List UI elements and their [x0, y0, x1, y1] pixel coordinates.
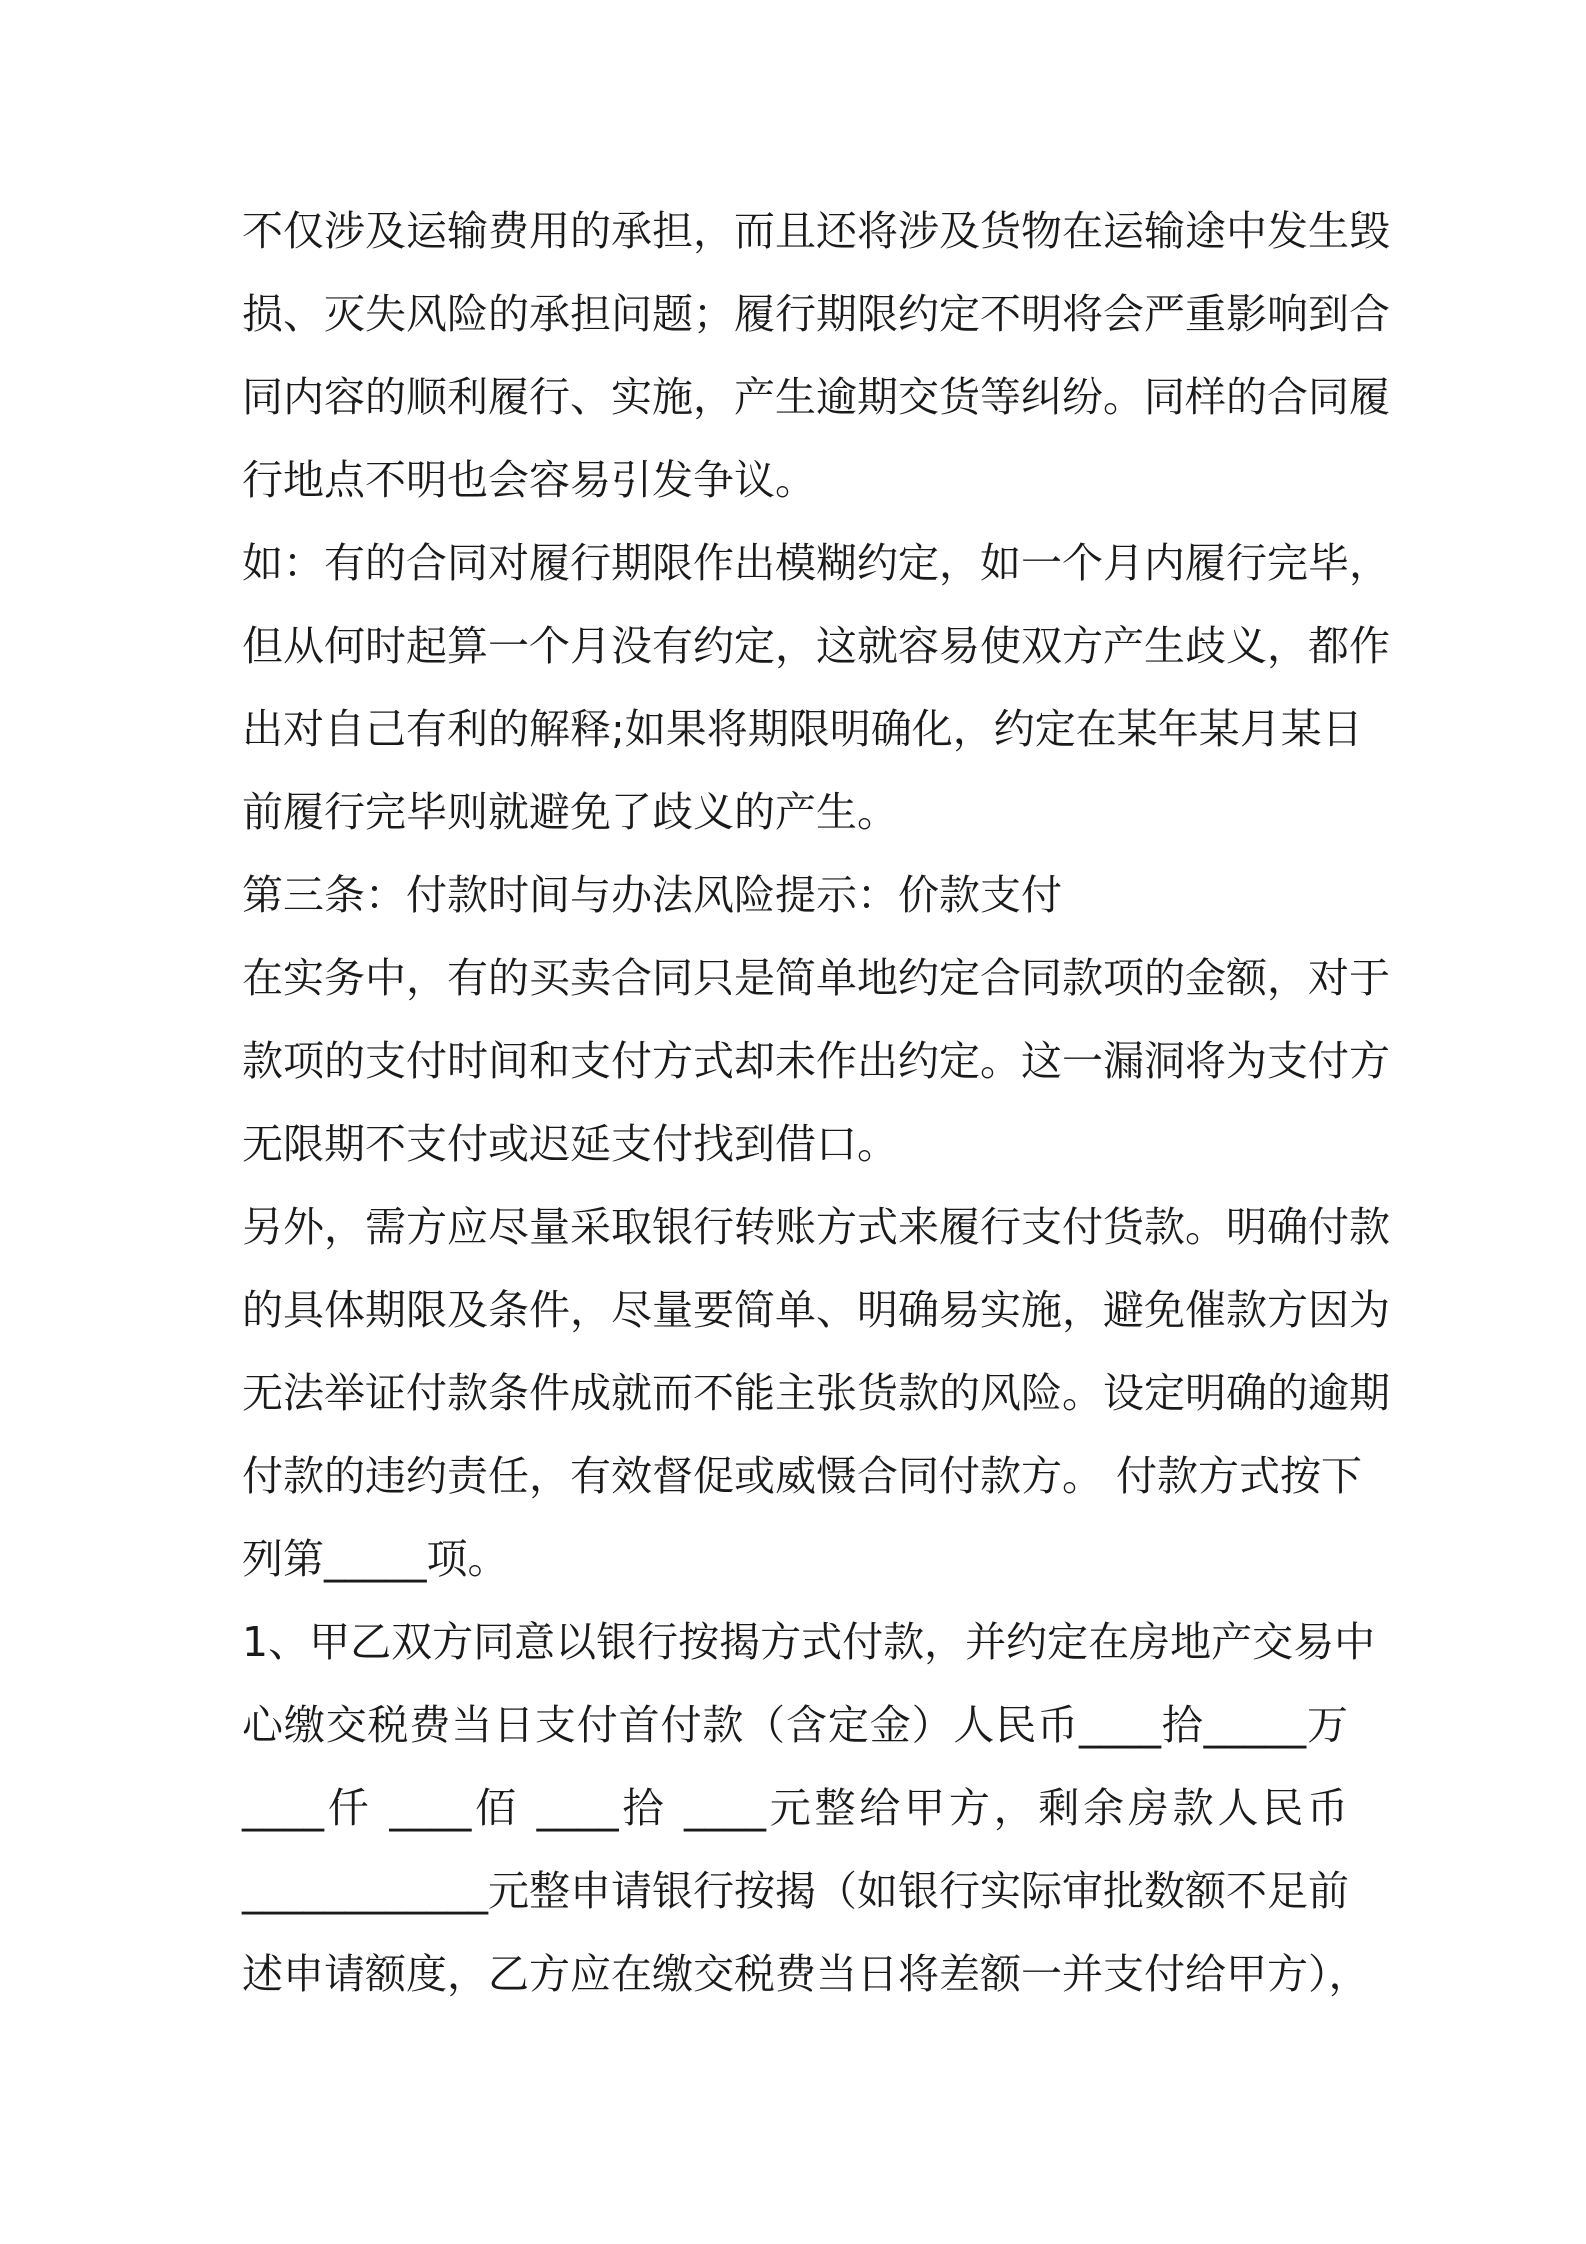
text-line: 损、灭失风险的承担问题；履行期限约定不明将会严重影响到合	[242, 290, 1390, 338]
text-line: ____仟 ____佰 ____拾 ____元整给甲方，剩余房款人民币	[242, 1784, 1348, 1832]
text-line: 列第_____项。	[242, 1535, 509, 1583]
text-line: 如：有的合同对履行期限作出模糊约定，如一个月内履行完毕，	[242, 539, 1390, 587]
text-line: 款项的支付时间和支付方式却未作出约定。这一漏洞将为支付方	[242, 1037, 1390, 1085]
text-line: 付款的违约责任，有效督促或威慑合同付款方。 付款方式按下	[242, 1452, 1363, 1500]
text-line: 行地点不明也会容易引发争议。	[242, 456, 816, 504]
text-line: 述申请额度，乙方应在缴交税费当日将差额一并支付给甲方），	[242, 1950, 1370, 1998]
text-line: 但从何时起算一个月没有约定，这就容易使双方产生歧义，都作	[242, 622, 1390, 670]
text-line: 在实务中，有的买卖合同只是简单地约定合同款项的金额，对于	[242, 954, 1390, 1002]
text-line: 出对自己有利的解释;如果将期限明确化，约定在某年某月某日	[242, 705, 1363, 753]
text-line: 心缴交税费当日支付首付款（含定金）人民币____拾_____万	[242, 1701, 1348, 1749]
text-line: 不仅涉及运输费用的承担，而且还将涉及货物在运输途中发生毁	[242, 207, 1390, 255]
text-line: 无法举证付款条件成就而不能主张货款的风险。设定明确的逾期	[242, 1369, 1390, 1417]
text-line: 另外，需方应尽量采取银行转账方式来履行支付货款。明确付款	[242, 1203, 1390, 1251]
text-line: ____________元整申请银行按揭（如银行实际审批数额不足前	[242, 1867, 1349, 1915]
text-line: 前履行完毕则就避免了歧义的产生。	[242, 788, 898, 836]
text-line: 无限期不支付或迟延支付找到借口。	[242, 1120, 898, 1168]
section-heading: 第三条：付款时间与办法风险提示：价款支付	[242, 871, 1062, 919]
document-body	[242, 196, 1390, 2022]
text-line: 的具体期限及条件，尽量要简单、明确易实施，避免催款方因为	[242, 1286, 1390, 1334]
text-line: 同内容的顺利履行、实施，产生逾期交货等纠纷。同样的合同履	[242, 373, 1390, 421]
text-line: 1、甲乙双方同意以银行按揭方式付款，并约定在房地产交易中	[242, 1618, 1376, 1666]
